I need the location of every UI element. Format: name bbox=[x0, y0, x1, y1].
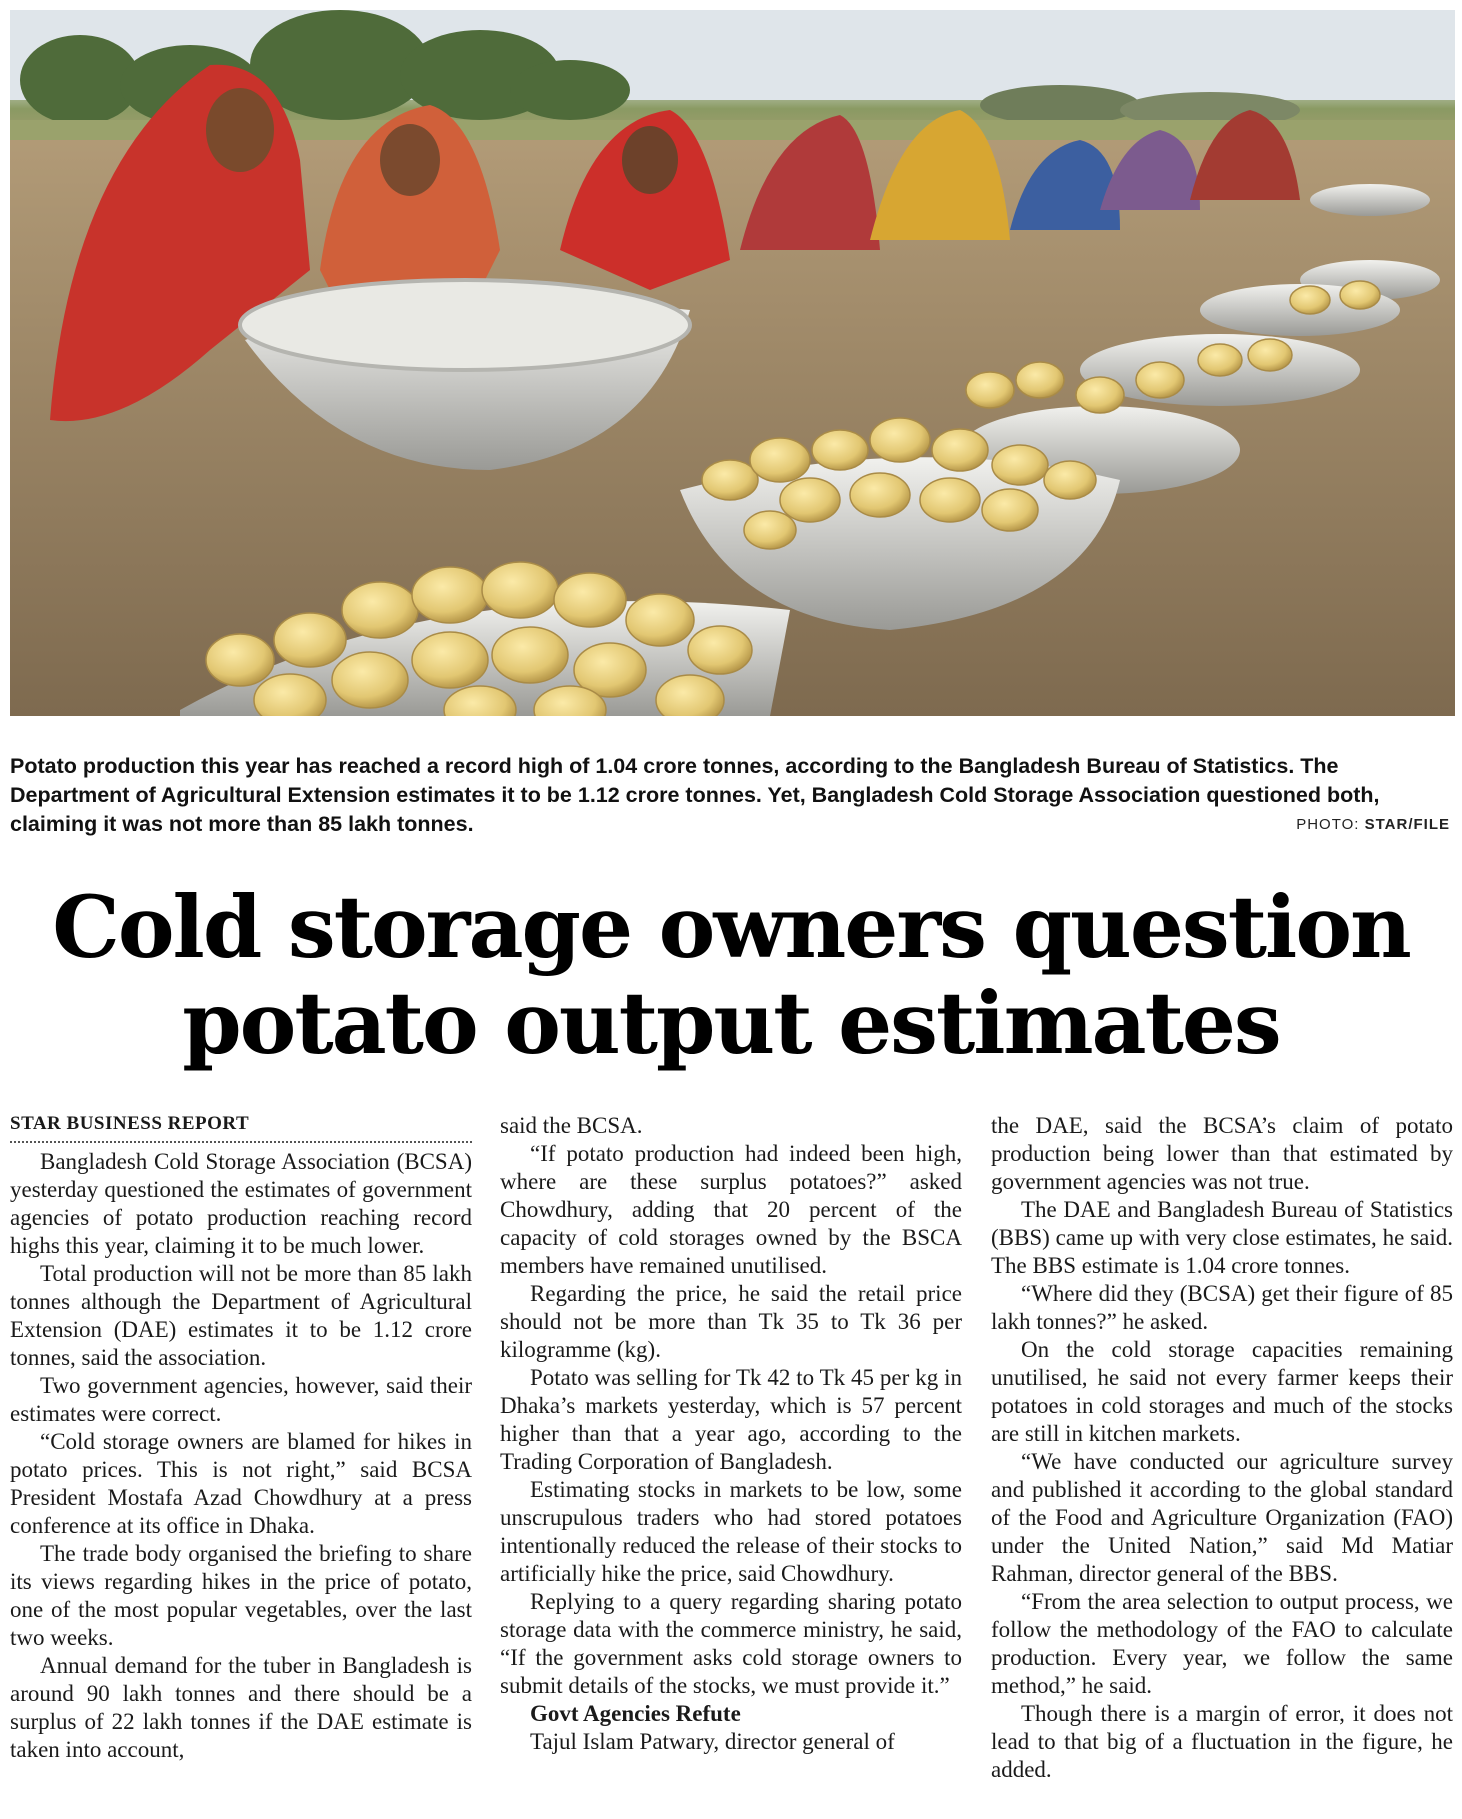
paragraph: “We have conducted our agriculture survey and published it according to the global standard of the Food and Agriculture Organization (FAO) under the United Nation,” said Md Matiar Rahman, director general of the BBS. bbox=[991, 1449, 1453, 1586]
paragraph: “If potato production had indeed been high, where are these surplus potatoes?” asked Chowdhury, adding that 20 percent of the capacity of cold storages owned by the BSCA members have remained unutilised. bbox=[500, 1141, 962, 1278]
subheading: Govt Agencies Refute bbox=[530, 1701, 741, 1726]
paragraph: Though there is a margin of error, it does not lead to that big of a fluctuation in the figure, he added. bbox=[991, 1701, 1453, 1782]
headline-line-2: potato output estimates bbox=[182, 974, 1280, 1074]
paragraph: Two government agencies, however, said their estimates were correct. bbox=[10, 1373, 472, 1426]
paragraph: “From the area selection to output process, we follow the methodology of the FAO to calculate production. Every year, we follow the same method,” he said. bbox=[991, 1589, 1453, 1698]
paragraph: Total production will not be more than 85 lakh tonnes although the Department of Agricultural Extension (DAE) estimates it to be 1.12 crore tonnes, said the association. bbox=[10, 1261, 472, 1370]
credit-label: PHOTO: bbox=[1296, 816, 1365, 833]
paragraph: Tajul Islam Patwary, director general of bbox=[530, 1729, 895, 1754]
paragraph-continued: the DAE, said the BCSA’s claim of potato production being lower than that estimated by government agencies was not true. bbox=[991, 1113, 1453, 1194]
paragraph: Bangladesh Cold Storage Association (BCSA) yesterday questioned the estimates of government agencies of potato production reaching record highs this year, claiming it to be much lower. bbox=[10, 1149, 472, 1258]
paragraph: Annual demand for the tuber in Bangladesh is around 90 lakh tonnes and there should be a surplus of 22 lakh tonnes if the DAE estimate is taken into account, bbox=[10, 1653, 472, 1762]
article-column-1 bbox=[10, 1112, 472, 1812]
paragraph: “Where did they (BCSA) get their figure of 85 lakh tonnes?” he asked. bbox=[991, 1281, 1453, 1334]
headline bbox=[0, 880, 1462, 1072]
photo-caption bbox=[10, 752, 1450, 839]
paragraph: Potato was selling for Tk 42 to Tk 45 per kg in Dhaka’s markets yesterday, which is 57 percent higher than that a year ago, according to the Trading Corporation of Bangladesh. bbox=[500, 1365, 962, 1474]
byline: STAR BUSINESS REPORT bbox=[10, 1112, 472, 1143]
caption-text: Potato production this year has reached a record high of 1.04 crore tonnes, according to the Bangladesh Bureau of Statistics. The Department of Agricultural Extension estimates it to be 1.12 crore tonnes. Yet, Bangladesh Cold Storage Association questioned both, claiming it was not more than 85 lakh tonnes. bbox=[10, 754, 1380, 836]
potato-harvest-photo bbox=[10, 10, 1455, 716]
paragraph: On the cold storage capacities remaining unutilised, he said not every farmer keeps their potatoes in cold storages and much of the stocks are still in kitchen markets. bbox=[991, 1337, 1453, 1446]
paragraph: The DAE and Bangladesh Bureau of Statistics (BBS) came up with very close estimates, he said. The BBS estimate is 1.04 crore tonnes. bbox=[991, 1197, 1453, 1278]
photo-illustration bbox=[10, 10, 1455, 716]
paragraph: The trade body organised the briefing to share its views regarding hikes in the price of potato, one of the most popular vegetables, over the last two weeks. bbox=[10, 1541, 472, 1650]
article-column-2 bbox=[500, 1112, 962, 1812]
paragraph: Estimating stocks in markets to be low, some unscrupulous traders who had stored potatoes intentionally reduced the release of their stocks to artificially hike the price, said Chowdhury. bbox=[500, 1477, 962, 1586]
photo-credit bbox=[1296, 816, 1450, 833]
article-column-3 bbox=[991, 1112, 1453, 1812]
paragraph-continued: said the BCSA. bbox=[500, 1113, 643, 1138]
credit-source: STAR/FILE bbox=[1364, 816, 1450, 833]
headline-line-1: Cold storage owners question bbox=[52, 878, 1410, 978]
paragraph: Regarding the price, he said the retail price should not be more than Tk 35 to Tk 36 per kilogramme (kg). bbox=[500, 1281, 962, 1362]
paragraph: Replying to a query regarding sharing potato storage data with the commerce ministry, he said, “If the government asks cold storage owners to submit details of the stocks, we must provide it.” bbox=[500, 1589, 962, 1698]
paragraph: “Cold storage owners are blamed for hikes in potato prices. This is not right,” said BCSA President Mostafa Azad Chowdhury at a press conference at its office in Dhaka. bbox=[10, 1429, 472, 1538]
